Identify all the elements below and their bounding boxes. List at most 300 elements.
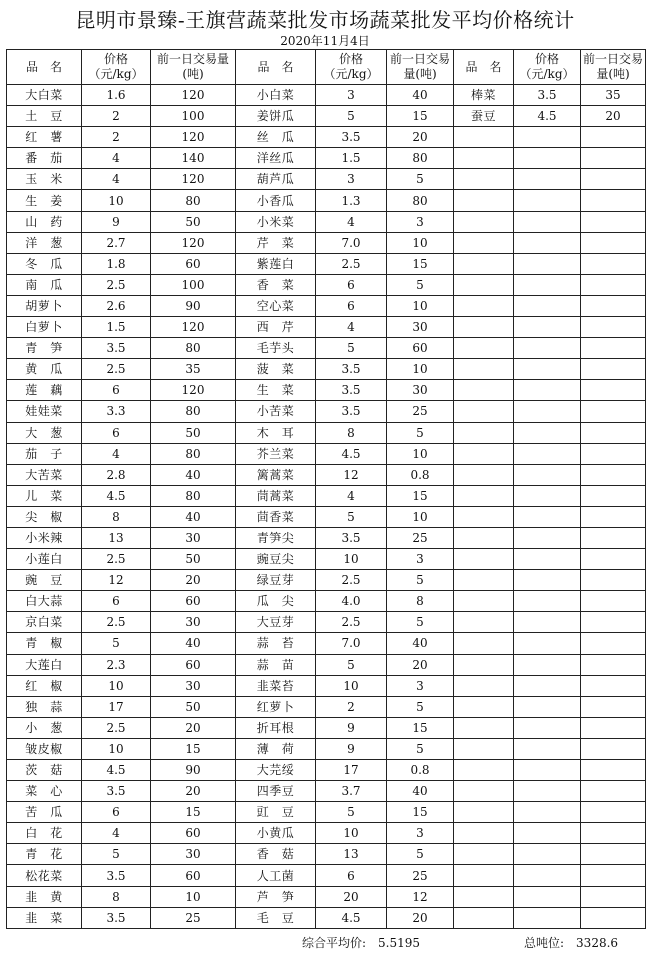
volume-value-cell: 90 xyxy=(151,295,236,316)
volume-value-cell: 10 xyxy=(387,359,454,380)
average-price-label: 综合平均价: xyxy=(302,936,367,950)
vegetable-name-cell: 篱蒿菜 xyxy=(236,464,316,485)
vegetable-name-cell: 韭 菜 xyxy=(7,907,82,928)
volume-value-cell: 10 xyxy=(387,295,454,316)
vegetable-name-cell xyxy=(454,380,514,401)
price-value-cell: 4 xyxy=(316,485,387,506)
volume-value-cell xyxy=(581,738,646,759)
table-row xyxy=(7,253,646,274)
volume-value-cell xyxy=(581,886,646,907)
price-value-cell: 2.3 xyxy=(82,654,151,675)
table-row xyxy=(7,549,646,570)
volume-value-cell: 10 xyxy=(387,232,454,253)
table-row xyxy=(7,485,646,506)
price-value-cell xyxy=(514,802,581,823)
price-value-cell: 10 xyxy=(316,675,387,696)
vegetable-name-cell: 白大蒜 xyxy=(7,591,82,612)
volume-value-cell xyxy=(581,295,646,316)
report-date: 2020年11月4日 xyxy=(280,34,370,48)
volume-value-cell: 40 xyxy=(151,464,236,485)
vegetable-name-cell: 豌豆尖 xyxy=(236,549,316,570)
volume-value-cell: 35 xyxy=(151,359,236,380)
vegetable-name-cell: 小米菜 xyxy=(236,211,316,232)
volume-value-cell: 60 xyxy=(151,654,236,675)
vegetable-name-cell: 小 葱 xyxy=(7,717,82,738)
price-value-cell: 3.5 xyxy=(316,527,387,548)
price-value-cell xyxy=(514,338,581,359)
price-value-cell: 17 xyxy=(82,696,151,717)
vegetable-name-cell xyxy=(454,169,514,190)
vegetable-name-cell xyxy=(454,865,514,886)
volume-value-cell: 80 xyxy=(151,485,236,506)
header-volume: 前一日交易量(吨) xyxy=(581,50,646,85)
price-value-cell xyxy=(514,232,581,253)
volume-value-cell: 20 xyxy=(387,907,454,928)
price-value-cell: 2.5 xyxy=(82,612,151,633)
price-value-cell: 5 xyxy=(82,633,151,654)
table-row xyxy=(7,106,646,127)
volume-value-cell: 80 xyxy=(387,190,454,211)
vegetable-name-cell xyxy=(454,717,514,738)
table-row xyxy=(7,717,646,738)
volume-value-cell: 100 xyxy=(151,106,236,127)
price-value-cell: 12 xyxy=(82,570,151,591)
vegetable-name-cell xyxy=(454,549,514,570)
price-value-cell xyxy=(514,886,581,907)
volume-value-cell: 30 xyxy=(151,612,236,633)
vegetable-name-cell: 洋 葱 xyxy=(7,232,82,253)
volume-value-cell xyxy=(581,696,646,717)
price-value-cell: 4.5 xyxy=(514,106,581,127)
vegetable-name-cell: 西 芹 xyxy=(236,317,316,338)
vegetable-name-cell xyxy=(454,485,514,506)
volume-value-cell: 10 xyxy=(387,506,454,527)
volume-value-cell: 20 xyxy=(151,781,236,802)
vegetable-name-cell xyxy=(454,359,514,380)
vegetable-name-cell: 人工菌 xyxy=(236,865,316,886)
table-row xyxy=(7,844,646,865)
volume-value-cell: 15 xyxy=(387,106,454,127)
price-value-cell xyxy=(514,696,581,717)
vegetable-name-cell xyxy=(454,317,514,338)
price-value-cell: 3.3 xyxy=(82,401,151,422)
price-value-cell: 2.5 xyxy=(82,359,151,380)
table-row xyxy=(7,506,646,527)
volume-value-cell: 5 xyxy=(387,844,454,865)
vegetable-name-cell xyxy=(454,738,514,759)
vegetable-name-cell: 折耳根 xyxy=(236,717,316,738)
volume-value-cell: 140 xyxy=(151,148,236,169)
vegetable-name-cell: 生 姜 xyxy=(7,190,82,211)
vegetable-name-cell: 大豆芽 xyxy=(236,612,316,633)
volume-value-cell: 80 xyxy=(151,443,236,464)
price-value-cell xyxy=(514,422,581,443)
table-row xyxy=(7,443,646,464)
header-price: 价格（元/kg） xyxy=(82,50,151,85)
volume-value-cell: 20 xyxy=(387,654,454,675)
table-row xyxy=(7,802,646,823)
vegetable-name-cell: 大白菜 xyxy=(7,85,82,106)
volume-value-cell xyxy=(581,760,646,781)
vegetable-name-cell xyxy=(454,190,514,211)
price-value-cell xyxy=(514,380,581,401)
volume-value-cell: 120 xyxy=(151,232,236,253)
vegetable-name-cell: 红 薯 xyxy=(7,127,82,148)
vegetable-name-cell xyxy=(454,823,514,844)
price-value-cell: 2.7 xyxy=(82,232,151,253)
volume-value-cell: 5 xyxy=(387,612,454,633)
price-value-cell xyxy=(514,274,581,295)
vegetable-name-cell xyxy=(454,232,514,253)
volume-value-cell: 40 xyxy=(387,781,454,802)
volume-value-cell xyxy=(581,127,646,148)
volume-value-cell xyxy=(581,380,646,401)
volume-value-cell xyxy=(581,317,646,338)
vegetable-name-cell: 尖 椒 xyxy=(7,506,82,527)
price-value-cell: 3 xyxy=(316,85,387,106)
price-value-cell xyxy=(514,844,581,865)
page-title: 昆明市景臻-王旗营蔬菜批发市场蔬菜批发平均价格统计 xyxy=(75,8,575,32)
price-value-cell: 10 xyxy=(316,823,387,844)
vegetable-name-cell xyxy=(454,844,514,865)
vegetable-name-cell xyxy=(454,422,514,443)
volume-value-cell xyxy=(581,781,646,802)
table-row xyxy=(7,907,646,928)
price-value-cell xyxy=(514,464,581,485)
price-value-cell: 2.8 xyxy=(82,464,151,485)
table-row xyxy=(7,338,646,359)
volume-value-cell xyxy=(581,527,646,548)
vegetable-name-cell: 皱皮椒 xyxy=(7,738,82,759)
average-price-value: 5.5195 xyxy=(378,936,421,950)
vegetable-name-cell: 土 豆 xyxy=(7,106,82,127)
table-row xyxy=(7,148,646,169)
volume-value-cell xyxy=(581,169,646,190)
volume-value-cell: 30 xyxy=(151,844,236,865)
volume-value-cell xyxy=(581,591,646,612)
price-value-cell xyxy=(514,907,581,928)
volume-value-cell: 60 xyxy=(387,338,454,359)
volume-value-cell: 3 xyxy=(387,675,454,696)
volume-value-cell: 120 xyxy=(151,317,236,338)
price-value-cell xyxy=(514,211,581,232)
table-row xyxy=(7,696,646,717)
volume-value-cell xyxy=(581,211,646,232)
vegetable-name-cell: 小香瓜 xyxy=(236,190,316,211)
volume-value-cell: 60 xyxy=(151,865,236,886)
volume-value-cell xyxy=(581,654,646,675)
table-row xyxy=(7,886,646,907)
volume-value-cell xyxy=(581,675,646,696)
vegetable-name-cell xyxy=(454,527,514,548)
table-row xyxy=(7,527,646,548)
price-value-cell: 2.5 xyxy=(316,253,387,274)
vegetable-name-cell: 芥兰菜 xyxy=(236,443,316,464)
price-value-cell xyxy=(514,865,581,886)
vegetable-name-cell: 蒜 苔 xyxy=(236,633,316,654)
volume-value-cell: 20 xyxy=(387,127,454,148)
price-value-cell: 5 xyxy=(316,338,387,359)
price-value-cell xyxy=(514,549,581,570)
price-value-cell: 9 xyxy=(316,717,387,738)
vegetable-name-cell: 大莲白 xyxy=(7,654,82,675)
volume-value-cell: 15 xyxy=(151,802,236,823)
vegetable-name-cell xyxy=(454,506,514,527)
price-value-cell: 10 xyxy=(82,675,151,696)
volume-value-cell xyxy=(581,485,646,506)
volume-value-cell xyxy=(581,549,646,570)
table-row xyxy=(7,464,646,485)
price-value-cell: 7.0 xyxy=(316,232,387,253)
vegetable-name-cell: 茨 菇 xyxy=(7,760,82,781)
volume-value-cell xyxy=(581,359,646,380)
vegetable-name-cell: 葫芦瓜 xyxy=(236,169,316,190)
volume-value-cell xyxy=(581,506,646,527)
volume-value-cell: 20 xyxy=(151,717,236,738)
volume-value-cell: 80 xyxy=(387,148,454,169)
volume-value-cell: 8 xyxy=(387,591,454,612)
volume-value-cell xyxy=(581,401,646,422)
volume-value-cell: 50 xyxy=(151,422,236,443)
price-value-cell xyxy=(514,401,581,422)
vegetable-name-cell xyxy=(454,253,514,274)
vegetable-name-cell: 茴香菜 xyxy=(236,506,316,527)
volume-value-cell: 20 xyxy=(581,106,646,127)
volume-value-cell: 15 xyxy=(151,738,236,759)
vegetable-name-cell xyxy=(454,570,514,591)
volume-value-cell xyxy=(581,844,646,865)
price-value-cell: 4 xyxy=(82,169,151,190)
volume-value-cell: 30 xyxy=(151,675,236,696)
vegetable-name-cell: 大芫绥 xyxy=(236,760,316,781)
price-value-cell xyxy=(514,760,581,781)
vegetable-name-cell xyxy=(454,443,514,464)
price-value-cell: 10 xyxy=(82,738,151,759)
volume-value-cell xyxy=(581,907,646,928)
price-value-cell: 2.5 xyxy=(82,274,151,295)
volume-value-cell: 30 xyxy=(387,380,454,401)
price-value-cell: 3.5 xyxy=(82,338,151,359)
volume-value-cell xyxy=(581,253,646,274)
vegetable-name-cell: 青 笋 xyxy=(7,338,82,359)
volume-value-cell: 3 xyxy=(387,211,454,232)
vegetable-name-cell xyxy=(454,886,514,907)
price-value-cell xyxy=(514,717,581,738)
vegetable-name-cell: 豇 豆 xyxy=(236,802,316,823)
price-value-cell: 1.6 xyxy=(82,85,151,106)
vegetable-name-cell: 薄 荷 xyxy=(236,738,316,759)
vegetable-name-cell xyxy=(454,295,514,316)
vegetable-name-cell xyxy=(454,907,514,928)
vegetable-name-cell: 玉 米 xyxy=(7,169,82,190)
vegetable-name-cell xyxy=(454,696,514,717)
vegetable-name-cell: 红萝卜 xyxy=(236,696,316,717)
table-row xyxy=(7,359,646,380)
volume-value-cell xyxy=(581,148,646,169)
price-value-cell: 2 xyxy=(316,696,387,717)
vegetable-name-cell: 小黄瓜 xyxy=(236,823,316,844)
price-value-cell: 3.5 xyxy=(316,359,387,380)
vegetable-name-cell: 儿 菜 xyxy=(7,485,82,506)
price-value-cell: 6 xyxy=(316,274,387,295)
footer-average xyxy=(302,934,420,951)
table-row xyxy=(7,675,646,696)
table-row xyxy=(7,274,646,295)
volume-value-cell: 80 xyxy=(151,338,236,359)
vegetable-name-cell xyxy=(454,781,514,802)
table-row xyxy=(7,317,646,338)
total-tonnage-value: 3328.6 xyxy=(576,936,619,950)
price-value-cell: 10 xyxy=(82,190,151,211)
vegetable-name-cell: 大苦菜 xyxy=(7,464,82,485)
price-value-cell xyxy=(514,738,581,759)
vegetable-name-cell: 丝 瓜 xyxy=(236,127,316,148)
price-value-cell: 4 xyxy=(316,317,387,338)
price-value-cell: 12 xyxy=(316,464,387,485)
table-row xyxy=(7,865,646,886)
vegetable-name-cell: 白萝卜 xyxy=(7,317,82,338)
price-value-cell: 8 xyxy=(316,422,387,443)
vegetable-name-cell: 韭 黄 xyxy=(7,886,82,907)
vegetable-name-cell: 芹 菜 xyxy=(236,232,316,253)
vegetable-name-cell: 菠 菜 xyxy=(236,359,316,380)
price-value-cell: 6 xyxy=(82,422,151,443)
price-value-cell: 3 xyxy=(316,169,387,190)
volume-value-cell: 60 xyxy=(151,823,236,844)
table-row xyxy=(7,823,646,844)
vegetable-name-cell: 空心菜 xyxy=(236,295,316,316)
price-value-cell: 6 xyxy=(316,865,387,886)
volume-value-cell: 80 xyxy=(151,190,236,211)
table-row xyxy=(7,169,646,190)
vegetable-name-cell: 独 蒜 xyxy=(7,696,82,717)
price-value-cell: 3.5 xyxy=(82,865,151,886)
price-value-cell xyxy=(514,633,581,654)
volume-value-cell: 15 xyxy=(387,717,454,738)
price-value-cell: 4.5 xyxy=(316,907,387,928)
volume-value-cell: 5 xyxy=(387,422,454,443)
price-value-cell: 1.5 xyxy=(316,148,387,169)
vegetable-name-cell: 瓜 尖 xyxy=(236,591,316,612)
price-value-cell xyxy=(514,253,581,274)
volume-value-cell: 0.8 xyxy=(387,760,454,781)
price-value-cell: 5 xyxy=(316,506,387,527)
price-value-cell: 4 xyxy=(316,211,387,232)
price-value-cell: 3.5 xyxy=(514,85,581,106)
volume-value-cell: 60 xyxy=(151,591,236,612)
footer-total xyxy=(524,934,618,951)
vegetable-name-cell: 小米辣 xyxy=(7,527,82,548)
vegetable-name-cell: 番 茄 xyxy=(7,148,82,169)
volume-value-cell xyxy=(581,570,646,591)
volume-value-cell: 100 xyxy=(151,274,236,295)
vegetable-name-cell: 黄 瓜 xyxy=(7,359,82,380)
vegetable-name-cell: 冬 瓜 xyxy=(7,253,82,274)
price-value-cell: 2 xyxy=(82,106,151,127)
table-row xyxy=(7,85,646,106)
volume-value-cell: 80 xyxy=(151,401,236,422)
volume-value-cell: 10 xyxy=(387,443,454,464)
price-value-cell xyxy=(514,506,581,527)
table-row xyxy=(7,738,646,759)
vegetable-name-cell xyxy=(454,612,514,633)
volume-value-cell: 15 xyxy=(387,253,454,274)
table-row xyxy=(7,633,646,654)
table-row xyxy=(7,127,646,148)
price-value-cell: 5 xyxy=(316,654,387,675)
vegetable-name-cell: 棒菜 xyxy=(454,85,514,106)
vegetable-name-cell: 京白菜 xyxy=(7,612,82,633)
price-value-cell: 3.5 xyxy=(82,781,151,802)
price-value-cell: 8 xyxy=(82,506,151,527)
volume-value-cell xyxy=(581,717,646,738)
price-value-cell: 9 xyxy=(82,211,151,232)
volume-value-cell: 25 xyxy=(387,865,454,886)
vegetable-name-cell: 韭菜苔 xyxy=(236,675,316,696)
vegetable-name-cell: 姜饼瓜 xyxy=(236,106,316,127)
vegetable-name-cell: 生 菜 xyxy=(236,380,316,401)
total-tonnage-label: 总吨位: xyxy=(524,936,565,950)
price-value-cell: 2.5 xyxy=(82,717,151,738)
volume-value-cell xyxy=(581,633,646,654)
price-value-cell: 1.3 xyxy=(316,190,387,211)
volume-value-cell: 40 xyxy=(151,633,236,654)
price-value-cell: 13 xyxy=(82,527,151,548)
price-value-cell: 3.5 xyxy=(316,401,387,422)
price-value-cell xyxy=(514,169,581,190)
volume-value-cell xyxy=(581,612,646,633)
price-value-cell xyxy=(514,317,581,338)
volume-value-cell: 50 xyxy=(151,696,236,717)
volume-value-cell: 12 xyxy=(387,886,454,907)
price-value-cell xyxy=(514,127,581,148)
price-value-cell xyxy=(514,570,581,591)
price-value-cell: 2.5 xyxy=(82,549,151,570)
price-value-cell: 10 xyxy=(316,549,387,570)
table-row xyxy=(7,401,646,422)
table-header-row xyxy=(7,50,646,85)
vegetable-name-cell xyxy=(454,127,514,148)
price-value-cell: 4 xyxy=(82,148,151,169)
price-value-cell: 2 xyxy=(82,127,151,148)
price-value-cell: 3.5 xyxy=(316,380,387,401)
table-row xyxy=(7,570,646,591)
vegetable-name-cell xyxy=(454,211,514,232)
price-value-cell: 6 xyxy=(82,591,151,612)
price-value-cell: 5 xyxy=(316,802,387,823)
price-value-cell: 4.5 xyxy=(82,760,151,781)
volume-value-cell: 5 xyxy=(387,169,454,190)
vegetable-name-cell: 红 椒 xyxy=(7,675,82,696)
vegetable-name-cell: 莲 藕 xyxy=(7,380,82,401)
volume-value-cell: 120 xyxy=(151,380,236,401)
volume-value-cell: 3 xyxy=(387,549,454,570)
price-value-cell: 4 xyxy=(82,443,151,464)
vegetable-name-cell xyxy=(454,675,514,696)
vegetable-name-cell: 绿豆芽 xyxy=(236,570,316,591)
table-row xyxy=(7,422,646,443)
vegetable-name-cell: 洋丝瓜 xyxy=(236,148,316,169)
price-value-cell xyxy=(514,781,581,802)
vegetable-name-cell xyxy=(454,802,514,823)
price-value-cell: 7.0 xyxy=(316,633,387,654)
volume-value-cell xyxy=(581,274,646,295)
vegetable-name-cell: 小白菜 xyxy=(236,85,316,106)
header-name: 品 名 xyxy=(236,50,316,85)
price-value-cell xyxy=(514,527,581,548)
volume-value-cell: 120 xyxy=(151,127,236,148)
table-row xyxy=(7,211,646,232)
